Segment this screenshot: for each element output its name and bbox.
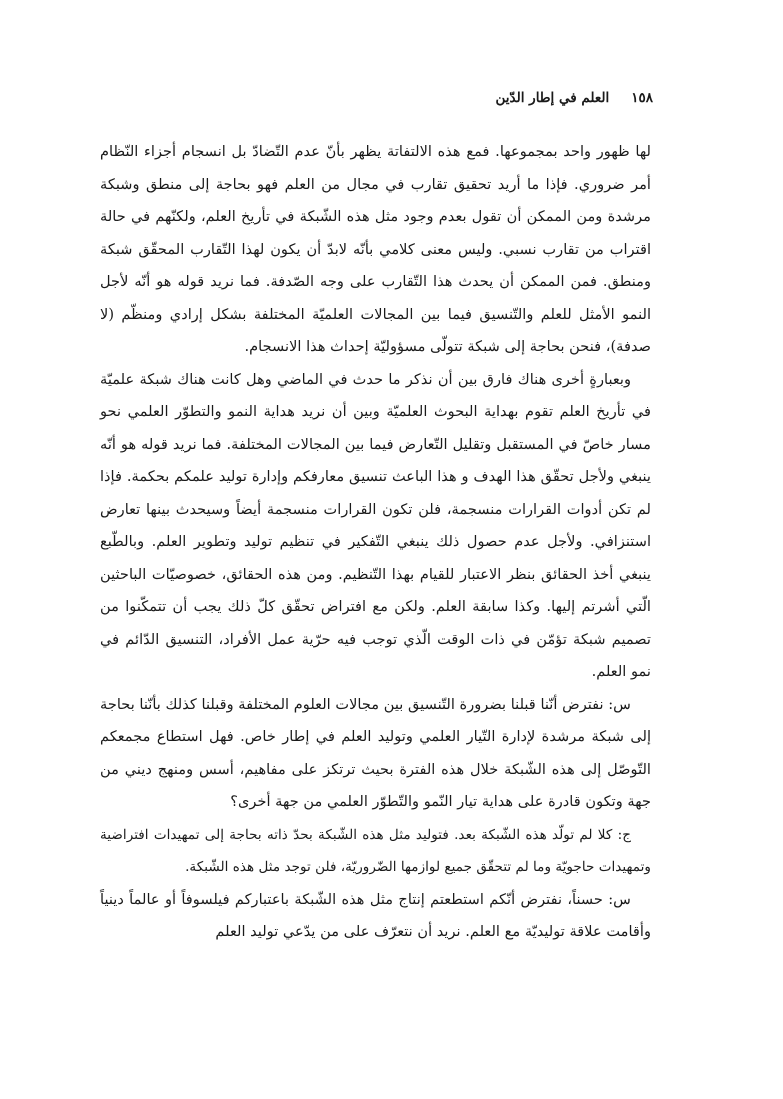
question-paragraph: س: حسناً، نفترض أنّكم استطعتم إنتاج مثل هذه الشّبكة باعتباركم فيلسوفاً أو عالماً دينياً وأقامت علاقة توليديّة مع العلم. نريد أن نتعرّف على من يدّعي توليد العلم — [100, 890, 651, 940]
question-paragraph: س: نفترض أنّنا قبلنا بضرورة التّنسيق بين مجالات العلوم المختلفة وقبلنا كذلك بأنّنا بحاجة إلى شبكة مرشدة لإدارة التّيار العلمي وتوليد العلم في إطار خاص. فهل استطاع مجمعكم التّوصّل إلى هذه الشّبكة خلال هذه الفترة بحيث ترتكز على مفاهيم، أسس ومنهج ديني من جهة وتكون قادرة على هداية تيار النّمو والتّطوّر العلمي من جهة أخرى؟ — [100, 695, 651, 810]
paragraph: لها ظهور واحد بمجموعها. فمع هذه الالتفاتة يظهر بأنّ عدم التّضادّ بل انسجام أجزاء النّظام أمر ضروري. فإذا ما أريد تحقيق تقارب في مجال من العلم فهو بحاجة إلى منطق وشبكة مرشدة ومن الممكن أن تقول بعدم وجود مثل هذه الشّبكة في تأريخ العلم، ولكنّهم في حالة اقتراب من تقارب نسبي. وليس معنى كلامي بأنّه لابدّ أن يكون لهذا التّقارب المحقّق شبكة ومنطق. فمن الممكن أن يحدث هذا التّقارب على وجه الصّدفة. فما نريد قوله هو أنّه لأجل النمو الأمثل للعلم والتّنسيق فيما بين المجالات العلميّة المختلفة بشكل إرادي ومنظّم (لا صدفة)، فنحن بحاجة إلى شبكة تتولّى مسؤوليّة إحداث هذا الانسجام. — [100, 143, 651, 355]
body-text — [100, 136, 651, 949]
page-number: ١٥٨ — [631, 90, 653, 106]
paragraph: وبعبارةٍ أخرى هناك فارق بين أن نذكر ما حدث في الماضي وهل كانت هناك شبكة علميّة في تأريخ العلم تقوم بهداية البحوث العلميّة وبين أن نريد هداية النمو والتطوّر العلمي نحو مسار خاصّ في المستقبل وتقليل التّعارض فيما بين المجالات المختلفة. فما نريد قوله هو أنّه ينبغي ولأجل تحقّق هذا الهدف و هذا الباعث تنسيق معارفكم وإدارة توليد علمكم بحكمة. فإذا لم تكن أدوات القرارات منسجمة، فلن تكون القرارات منسجمة أيضاً وسيحدث بينها تعارض استنزافي. ولأجل عدم حصول ذلك ينبغي التّفكير في تنظيم توليد وتطوير العلم. وبالطّبع ينبغي أخذ الحقائق بنظر الاعتبار للقيام بهذا التّنظيم. ومن هذه الحقائق، خصوصيّات الباحثين الّتي أشرتم إليها. وكذا سابقة العلم. ولكن مع افتراض تحقّق كلّ ذلك يجب أن تتمكّنوا من تصميم شبكة تؤمّن في ذات الوقت الّذي توجب فيه حرّية عمل الأفراد، التنسيق الدّائم في نمو العلم. — [100, 370, 651, 680]
running-header — [495, 90, 653, 106]
running-title: العلم في إطار الدّين — [495, 90, 610, 106]
answer-paragraph: ج: كلا لم تولّد هذه الشّبكة بعد. فتوليد مثل هذه الشّبكة بحدّ ذاته بحاجة إلى تمهيدات افتراضية وتمهيدات حاجويّة وما لم تتحقّق جميع لوازمها الضّروريّة، فلن توجد مثل هذه الشّبكة. — [100, 826, 651, 875]
